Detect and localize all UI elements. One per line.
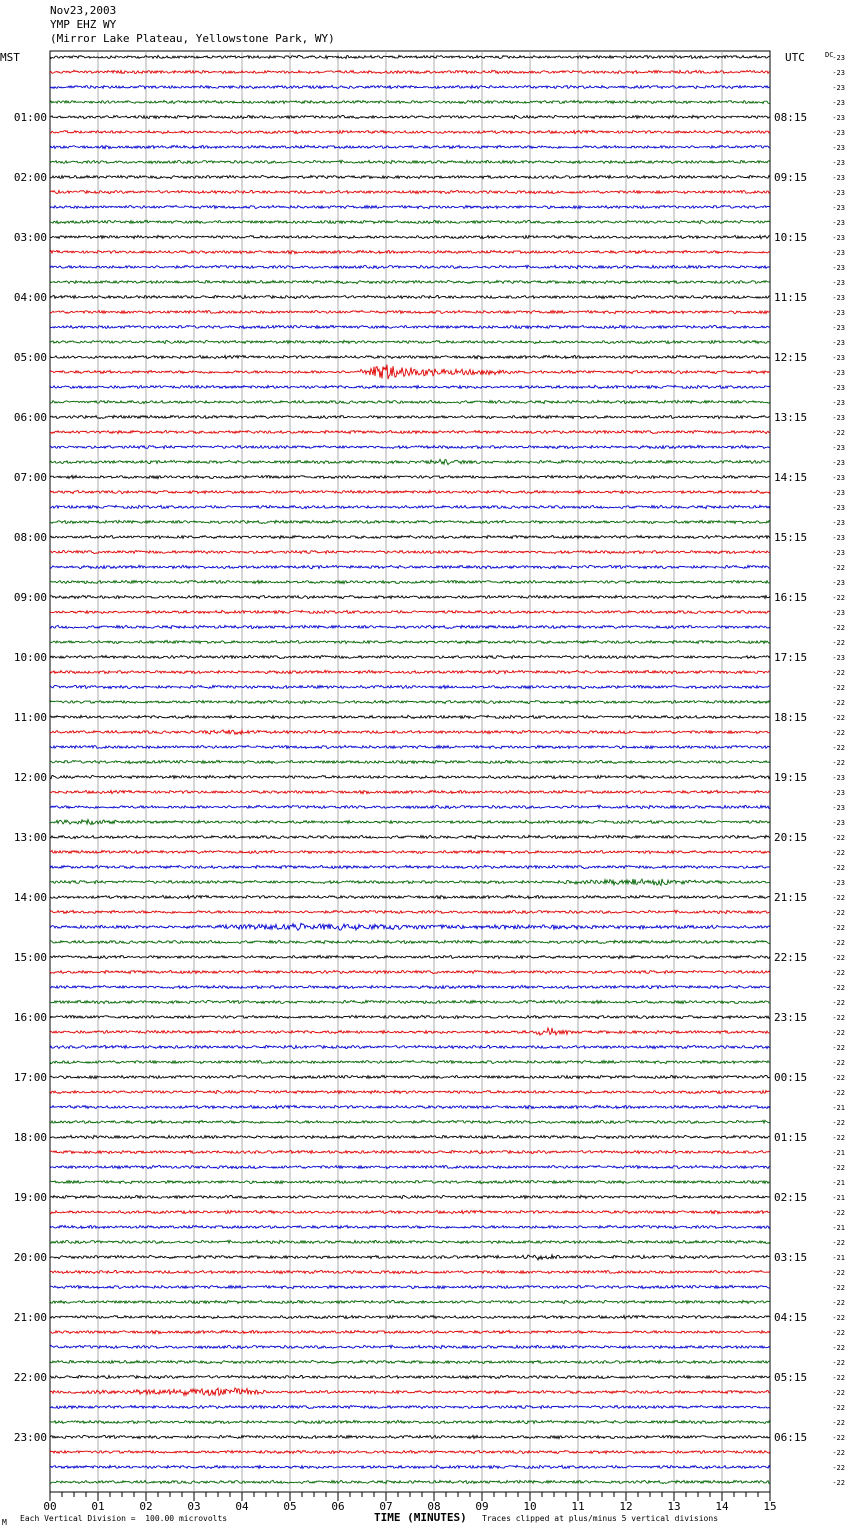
seismic-trace bbox=[50, 820, 770, 825]
dc-offset-label: -23 bbox=[832, 354, 845, 362]
seismic-trace bbox=[50, 685, 770, 688]
chart-date: Nov23,2003 bbox=[50, 4, 117, 17]
seismic-trace bbox=[50, 1180, 770, 1183]
dc-offset-label: -23 bbox=[832, 819, 845, 827]
dc-offset-label: -23 bbox=[832, 84, 845, 92]
dc-offset-label: -22 bbox=[832, 1419, 845, 1427]
seismic-trace bbox=[50, 445, 770, 448]
dc-offset-label: -22 bbox=[832, 1209, 845, 1217]
seismic-trace bbox=[50, 760, 770, 763]
seismic-trace bbox=[50, 505, 770, 508]
mst-hour-label: 06:00 bbox=[13, 411, 47, 424]
mst-hour-label: 11:00 bbox=[13, 711, 47, 724]
seismic-trace bbox=[50, 730, 770, 735]
dc-label: DC bbox=[825, 51, 834, 59]
seismic-trace bbox=[50, 310, 770, 313]
dc-offset-label: -22 bbox=[832, 1059, 845, 1067]
dc-offset-label: -23 bbox=[832, 549, 845, 557]
dc-offset-label: -22 bbox=[832, 564, 845, 572]
x-tick-label: 10 bbox=[523, 1500, 537, 1513]
seismic-trace bbox=[50, 295, 770, 298]
dc-offset-label: -23 bbox=[832, 159, 845, 167]
dc-offset-label: -22 bbox=[832, 969, 845, 977]
x-tick-label: 15 bbox=[763, 1500, 777, 1513]
mst-hour-label: 08:00 bbox=[13, 531, 47, 544]
mst-hour-label: 20:00 bbox=[13, 1251, 47, 1264]
dc-offset-label: -21 bbox=[832, 1194, 845, 1202]
dc-offset-label: -23 bbox=[832, 789, 845, 797]
seismic-trace bbox=[50, 1420, 770, 1423]
dc-offset-label: -22 bbox=[832, 1044, 845, 1052]
dc-offset-label: -22 bbox=[832, 1344, 845, 1352]
dc-offset-label: -23 bbox=[832, 774, 845, 782]
utc-hour-label: 20:15 bbox=[774, 831, 808, 844]
dc-offset-label: -21 bbox=[832, 1224, 845, 1232]
dc-offset-label: -22 bbox=[832, 1269, 845, 1277]
x-tick-label: 04 bbox=[235, 1500, 249, 1513]
dc-offset-label: -22 bbox=[832, 714, 845, 722]
seismic-trace bbox=[50, 250, 770, 253]
dc-offset-label: -22 bbox=[832, 639, 845, 647]
dc-offset-label: -21 bbox=[832, 1254, 845, 1262]
mst-hour-label: 04:00 bbox=[13, 291, 47, 304]
seismic-trace bbox=[50, 640, 770, 643]
seismic-trace bbox=[50, 365, 770, 380]
dc-offset-label: -22 bbox=[832, 1404, 845, 1412]
seismic-trace bbox=[50, 1165, 770, 1168]
dc-offset-label: -22 bbox=[832, 699, 845, 707]
seismic-trace bbox=[50, 490, 770, 493]
seismic-trace bbox=[50, 1435, 770, 1438]
mst-hour-label: 21:00 bbox=[13, 1311, 47, 1324]
seismic-trace bbox=[50, 1465, 770, 1468]
seismic-trace bbox=[50, 385, 770, 388]
dc-offset-label: -23 bbox=[832, 234, 845, 242]
dc-offset-label: -22 bbox=[832, 1449, 845, 1457]
utc-hour-label: 03:15 bbox=[774, 1251, 808, 1264]
seismic-trace bbox=[50, 670, 770, 673]
seismic-trace bbox=[50, 220, 770, 223]
seismic-trace bbox=[50, 190, 770, 193]
x-tick-label: 09 bbox=[475, 1500, 489, 1513]
seismic-trace bbox=[50, 1480, 770, 1483]
dc-offset-label: -23 bbox=[832, 459, 845, 467]
dc-offset-label: -23 bbox=[832, 204, 845, 212]
dc-offset-label: -22 bbox=[832, 669, 845, 677]
dc-offset-label: -22 bbox=[832, 759, 845, 767]
dc-offset-label: -23 bbox=[832, 189, 845, 197]
utc-hour-label: 16:15 bbox=[774, 591, 808, 604]
dc-offset-label: -23 bbox=[832, 519, 845, 527]
x-tick-label: 03 bbox=[187, 1500, 201, 1513]
dc-offset-label: -22 bbox=[832, 939, 845, 947]
seismic-trace bbox=[50, 1210, 770, 1213]
dc-offset-label: -23 bbox=[832, 534, 845, 542]
seismic-trace bbox=[50, 1315, 770, 1318]
dc-offset-label: -23 bbox=[832, 399, 845, 407]
seismic-trace bbox=[50, 1135, 770, 1138]
mst-hour-label: 23:00 bbox=[13, 1431, 47, 1444]
dc-offset-label: -22 bbox=[832, 684, 845, 692]
dc-offset-label: -22 bbox=[832, 1239, 845, 1247]
dc-offset-label: -22 bbox=[832, 744, 845, 752]
x-tick-label: 11 bbox=[571, 1500, 585, 1513]
dc-offset-label: -23 bbox=[832, 294, 845, 302]
dc-offset-label: -22 bbox=[832, 624, 845, 632]
seismic-trace bbox=[50, 805, 770, 808]
seismic-trace bbox=[50, 580, 770, 583]
seismic-trace bbox=[50, 86, 770, 89]
seismic-trace bbox=[50, 655, 770, 658]
seismic-trace bbox=[50, 1405, 770, 1408]
utc-hour-label: 14:15 bbox=[774, 471, 808, 484]
dc-offset-label: -23 bbox=[832, 369, 845, 377]
seismic-trace bbox=[50, 115, 770, 118]
clip-note: Traces clipped at plus/minus 5 vertical divisions bbox=[482, 1514, 719, 1523]
utc-hour-label: 00:15 bbox=[774, 1071, 808, 1084]
seismic-trace bbox=[50, 865, 770, 868]
seismic-trace bbox=[50, 1360, 770, 1363]
seismic-trace bbox=[50, 775, 770, 778]
seismic-trace bbox=[50, 970, 770, 973]
dc-offset-label: -23 bbox=[832, 264, 845, 272]
mst-hour-label: 03:00 bbox=[13, 231, 47, 244]
utc-hour-label: 09:15 bbox=[774, 171, 808, 184]
mst-hour-label: 12:00 bbox=[13, 771, 47, 784]
dc-offset-label: -22 bbox=[832, 924, 845, 932]
utc-hour-label: 22:15 bbox=[774, 951, 808, 964]
seismic-trace bbox=[50, 1195, 770, 1198]
seismic-trace bbox=[50, 340, 770, 343]
x-tick-label: 01 bbox=[91, 1500, 105, 1513]
seismic-trace bbox=[50, 355, 770, 358]
dc-offset-label: -22 bbox=[832, 864, 845, 872]
mst-hour-label: 13:00 bbox=[13, 831, 47, 844]
seismic-trace bbox=[50, 835, 770, 838]
dc-offset-label: -22 bbox=[832, 1434, 845, 1442]
dc-offset-label: -22 bbox=[832, 1014, 845, 1022]
dc-offset-label: -23 bbox=[832, 414, 845, 422]
seismic-trace bbox=[50, 910, 770, 913]
dc-offset-label: -23 bbox=[832, 219, 845, 227]
seismic-trace bbox=[50, 100, 770, 103]
dc-offset-label: -23 bbox=[832, 879, 845, 887]
seismic-trace bbox=[50, 1028, 770, 1035]
seismic-trace bbox=[50, 535, 770, 538]
seismic-trace bbox=[50, 1015, 770, 1018]
corner-mark: M bbox=[2, 1518, 7, 1527]
utc-hour-label: 21:15 bbox=[774, 891, 808, 904]
x-tick-label: 08 bbox=[427, 1500, 441, 1513]
seismic-trace bbox=[50, 715, 770, 718]
dc-offset-label: -23 bbox=[832, 504, 845, 512]
utc-hour-label: 11:15 bbox=[774, 291, 808, 304]
seismic-trace bbox=[50, 625, 770, 628]
dc-offset-label: -22 bbox=[832, 1134, 845, 1142]
mst-hour-label: 05:00 bbox=[13, 351, 47, 364]
x-tick-label: 02 bbox=[139, 1500, 153, 1513]
mst-hour-label: 14:00 bbox=[13, 891, 47, 904]
seismic-trace bbox=[50, 595, 770, 598]
mst-hour-label: 17:00 bbox=[13, 1071, 47, 1084]
seismic-trace bbox=[50, 1120, 770, 1123]
utc-axis-title: UTC bbox=[785, 51, 805, 64]
dc-offset-label: -23 bbox=[832, 114, 845, 122]
dc-offset-label: -23 bbox=[832, 69, 845, 77]
seismic-trace bbox=[50, 610, 770, 613]
dc-offset-label: -23 bbox=[832, 384, 845, 392]
seismic-trace bbox=[50, 70, 770, 73]
seismic-trace bbox=[50, 940, 770, 943]
utc-hour-label: 06:15 bbox=[774, 1431, 808, 1444]
mst-hour-label: 15:00 bbox=[13, 951, 47, 964]
dc-offset-label: -22 bbox=[832, 1029, 845, 1037]
seismic-trace bbox=[50, 1225, 770, 1228]
seismic-trace bbox=[50, 745, 770, 748]
x-tick-label: 14 bbox=[715, 1500, 729, 1513]
seismic-trace bbox=[50, 1075, 770, 1078]
x-tick-label: 05 bbox=[283, 1500, 297, 1513]
utc-hour-label: 10:15 bbox=[774, 231, 808, 244]
seismic-trace bbox=[50, 850, 770, 853]
seismic-trace bbox=[50, 415, 770, 418]
dc-offset-label: -23 bbox=[832, 324, 845, 332]
dc-offset-label: -22 bbox=[832, 834, 845, 842]
dc-offset-label: -23 bbox=[832, 54, 845, 62]
mst-hour-label: 18:00 bbox=[13, 1131, 47, 1144]
x-tick-label: 13 bbox=[667, 1500, 681, 1513]
dc-offset-label: -21 bbox=[832, 1104, 845, 1112]
dc-offset-label: -22 bbox=[832, 1329, 845, 1337]
seismic-trace bbox=[50, 1450, 770, 1453]
seismic-trace bbox=[50, 1300, 770, 1303]
dc-offset-label: -23 bbox=[832, 129, 845, 137]
dc-offset-label: -22 bbox=[832, 594, 845, 602]
seismic-trace bbox=[50, 475, 770, 478]
dc-offset-label: -23 bbox=[832, 249, 845, 257]
utc-hour-label: 04:15 bbox=[774, 1311, 808, 1324]
seismic-trace bbox=[50, 1345, 770, 1348]
seismic-trace bbox=[50, 235, 770, 238]
scale-note: Each Vertical Division = 100.00 microvolts bbox=[20, 1514, 228, 1523]
x-axis-label: TIME (MINUTES) bbox=[374, 1511, 467, 1524]
seismic-trace bbox=[50, 280, 770, 283]
station-code: YMP EHZ WY bbox=[50, 18, 117, 31]
mst-hour-label: 22:00 bbox=[13, 1371, 47, 1384]
dc-offset-label: -22 bbox=[832, 909, 845, 917]
dc-offset-label: -22 bbox=[832, 1374, 845, 1382]
mst-hour-label: 16:00 bbox=[13, 1011, 47, 1024]
dc-offset-label: -22 bbox=[832, 729, 845, 737]
seismic-trace bbox=[50, 895, 770, 898]
seismic-trace bbox=[50, 205, 770, 208]
seismic-trace bbox=[50, 1330, 770, 1333]
mst-hour-label: 01:00 bbox=[13, 111, 47, 124]
dc-offset-label: -22 bbox=[832, 1074, 845, 1082]
utc-hour-label: 18:15 bbox=[774, 711, 808, 724]
seismic-trace bbox=[50, 400, 770, 403]
utc-hour-label: 13:15 bbox=[774, 411, 808, 424]
utc-hour-label: 17:15 bbox=[774, 651, 808, 664]
seismic-trace bbox=[50, 130, 770, 133]
seismic-trace bbox=[50, 1270, 770, 1273]
dc-offset-label: -23 bbox=[832, 609, 845, 617]
dc-offset-label: -23 bbox=[832, 339, 845, 347]
seismic-trace bbox=[50, 879, 770, 886]
seismic-trace bbox=[50, 430, 770, 433]
dc-offset-label: -22 bbox=[832, 984, 845, 992]
dc-offset-label: -22 bbox=[832, 1359, 845, 1367]
seismic-trace bbox=[50, 459, 770, 464]
mst-hour-label: 10:00 bbox=[13, 651, 47, 664]
dc-offset-label: -22 bbox=[832, 1164, 845, 1172]
seismic-trace bbox=[50, 985, 770, 988]
dc-offset-label: -22 bbox=[832, 1314, 845, 1322]
seismic-trace bbox=[50, 700, 770, 703]
seismic-trace bbox=[50, 1060, 770, 1063]
seismic-trace bbox=[50, 1375, 770, 1378]
seismic-trace bbox=[50, 955, 770, 958]
mst-hour-label: 02:00 bbox=[13, 171, 47, 184]
x-tick-label: 06 bbox=[331, 1500, 345, 1513]
mst-hour-label: 09:00 bbox=[13, 591, 47, 604]
seismic-trace bbox=[50, 160, 770, 163]
dc-offset-label: -23 bbox=[832, 279, 845, 287]
dc-offset-label: -23 bbox=[832, 804, 845, 812]
seismic-trace bbox=[50, 1045, 770, 1048]
seismic-trace bbox=[50, 175, 770, 178]
seismic-trace bbox=[50, 790, 770, 793]
station-location: (Mirror Lake Plateau, Yellowstone Park, WY) bbox=[50, 32, 335, 45]
dc-offset-label: -22 bbox=[832, 1284, 845, 1292]
seismic-trace bbox=[50, 550, 770, 553]
dc-offset-label: -22 bbox=[832, 1299, 845, 1307]
mst-axis-title: MST bbox=[0, 51, 20, 64]
seismic-trace bbox=[50, 923, 770, 930]
dc-offset-label: -23 bbox=[832, 144, 845, 152]
utc-hour-label: 12:15 bbox=[774, 351, 808, 364]
dc-offset-label: -23 bbox=[832, 474, 845, 482]
utc-hour-label: 23:15 bbox=[774, 1011, 808, 1024]
seismic-trace bbox=[50, 1000, 770, 1003]
dc-offset-label: -22 bbox=[832, 1479, 845, 1487]
seismic-trace bbox=[50, 325, 770, 328]
x-tick-label: 00 bbox=[43, 1500, 57, 1513]
dc-offset-label: -22 bbox=[832, 1119, 845, 1127]
dc-offset-label: -21 bbox=[832, 1179, 845, 1187]
seismic-trace bbox=[50, 1090, 770, 1093]
dc-offset-label: -22 bbox=[832, 999, 845, 1007]
utc-hour-label: 01:15 bbox=[774, 1131, 808, 1144]
seismic-trace bbox=[50, 1255, 770, 1260]
seismic-trace bbox=[50, 55, 770, 58]
dc-offset-label: -23 bbox=[832, 174, 845, 182]
dc-offset-label: -22 bbox=[832, 849, 845, 857]
dc-offset-label: -23 bbox=[832, 309, 845, 317]
seismic-trace bbox=[50, 145, 770, 148]
seismic-trace bbox=[50, 520, 770, 523]
dc-offset-label: -23 bbox=[832, 654, 845, 662]
dc-offset-label: -22 bbox=[832, 1089, 845, 1097]
seismic-trace bbox=[50, 265, 770, 268]
utc-hour-label: 02:15 bbox=[774, 1191, 808, 1204]
dc-offset-label: -23 bbox=[832, 99, 845, 107]
dc-offset-label: -21 bbox=[832, 1149, 845, 1157]
dc-offset-label: -23 bbox=[832, 579, 845, 587]
utc-hour-label: 05:15 bbox=[774, 1371, 808, 1384]
seismic-trace bbox=[50, 1388, 770, 1396]
dc-offset-label: -23 bbox=[832, 444, 845, 452]
dc-offset-label: -22 bbox=[832, 1464, 845, 1472]
x-tick-label: 12 bbox=[619, 1500, 633, 1513]
seismic-trace bbox=[50, 1150, 770, 1153]
utc-hour-label: 19:15 bbox=[774, 771, 808, 784]
utc-hour-label: 08:15 bbox=[774, 111, 808, 124]
dc-offset-label: -22 bbox=[832, 954, 845, 962]
mst-hour-label: 19:00 bbox=[13, 1191, 47, 1204]
seismic-trace bbox=[50, 1240, 770, 1243]
x-tick-label: 07 bbox=[379, 1500, 393, 1513]
seismic-trace bbox=[50, 1285, 770, 1288]
mst-hour-label: 07:00 bbox=[13, 471, 47, 484]
utc-hour-label: 15:15 bbox=[774, 531, 808, 544]
seismic-trace bbox=[50, 565, 770, 568]
dc-offset-label: -22 bbox=[832, 894, 845, 902]
dc-offset-label: -22 bbox=[832, 429, 845, 437]
dc-offset-label: -22 bbox=[832, 1389, 845, 1397]
dc-offset-label: -23 bbox=[832, 489, 845, 497]
seismic-trace bbox=[50, 1105, 770, 1108]
